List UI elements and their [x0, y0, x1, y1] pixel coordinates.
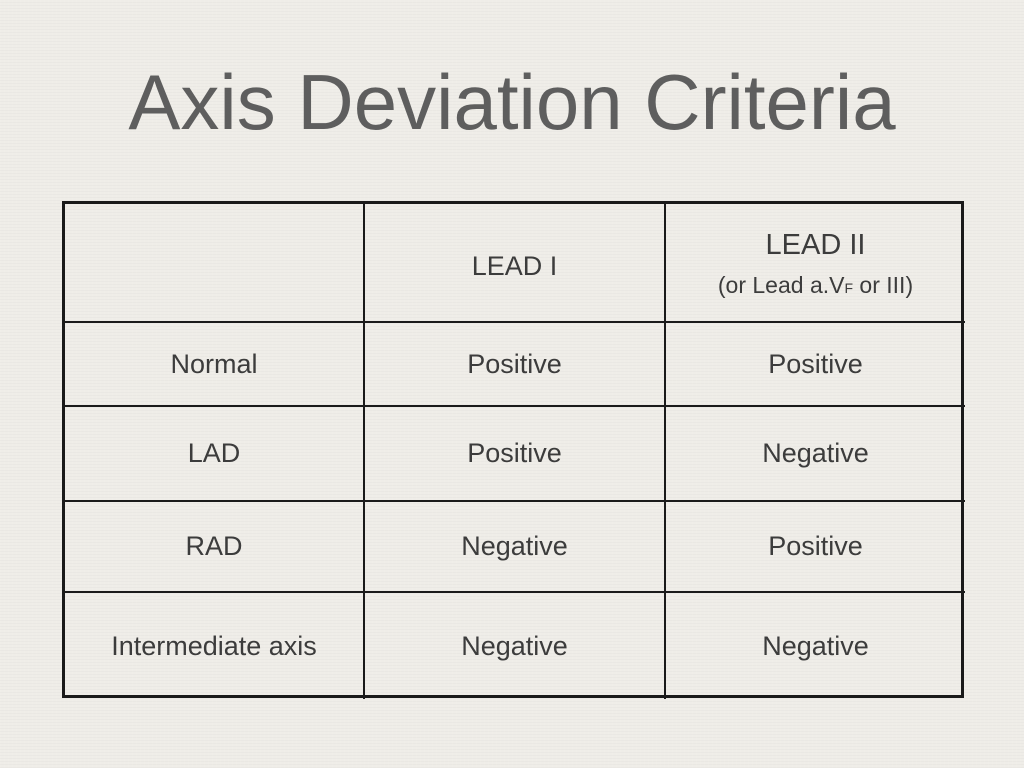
row-label-cell: RAD: [65, 501, 364, 592]
header-lead2-sublabel-subscript: F: [844, 280, 854, 296]
lead2-value-cell: Positive: [665, 501, 965, 592]
row-label-cell: Normal: [65, 322, 364, 406]
table-row-intermediate-axis: [65, 592, 965, 699]
header-lead2-cell: [665, 204, 965, 322]
lead2-value-cell: Negative: [665, 592, 965, 699]
header-row: [65, 204, 965, 322]
lead1-value-cell: Positive: [364, 406, 665, 501]
lead1-value-cell: Negative: [364, 592, 665, 699]
table-row-lad: [65, 406, 965, 501]
table-row-rad: [65, 501, 965, 592]
header-corner-cell: [65, 204, 364, 322]
lead1-value-cell: Positive: [364, 322, 665, 406]
lead2-value-cell: Positive: [665, 322, 965, 406]
header-lead1-label: LEAD I: [471, 251, 558, 281]
criteria-table: [62, 201, 964, 698]
header-lead2-sublabel-prefix: (or Lead a.V: [717, 272, 845, 298]
header-lead2-label: LEAD II: [765, 229, 866, 261]
lead2-value-cell: Negative: [665, 406, 965, 501]
header-lead2-sublabel: [666, 270, 965, 303]
lead1-value-cell: Negative: [364, 501, 665, 592]
row-label-cell: LAD: [65, 406, 364, 501]
table-row-normal: [65, 322, 965, 406]
slide-title: Axis Deviation Criteria: [128, 58, 896, 146]
header-lead2-sublabel-suffix: or III): [853, 272, 914, 298]
header-lead1-cell: [364, 204, 665, 322]
row-label-cell: Intermediate axis: [65, 592, 364, 699]
criteria-table-grid: [65, 204, 965, 699]
